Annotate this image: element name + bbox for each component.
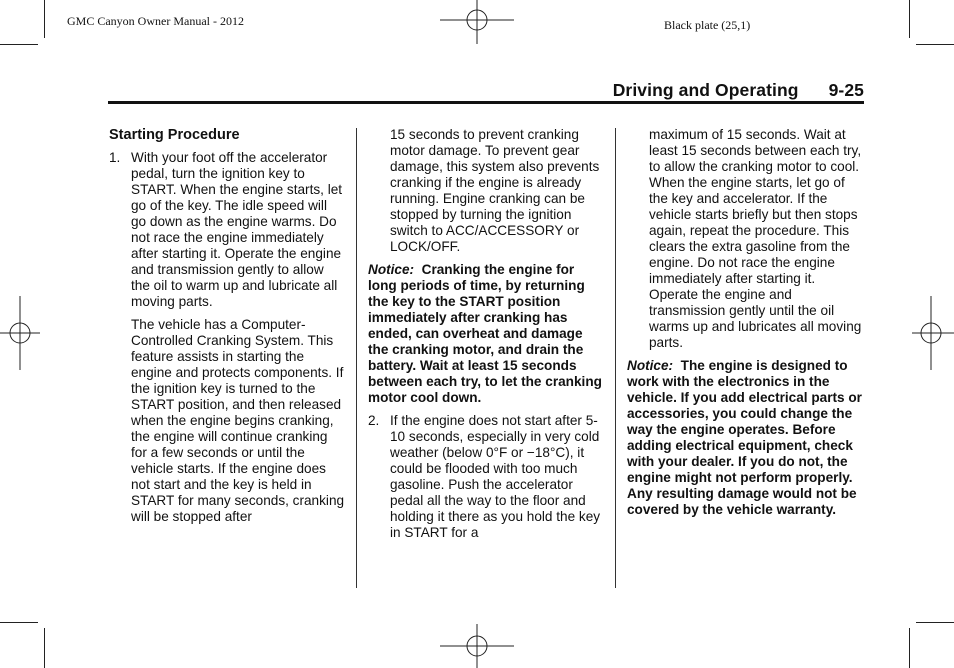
step-2-text-continued: maximum of 15 seconds. Wait at least 15 seconds between each try, to allow the cranking motor to cool. When the engine starts, let go of the key and accelerator. If the vehicle starts briefly but then stops again, repeat the procedure. This clears the extra gasoline from the engine. Do not race the engine immediately after starting it. Operate the engine and transmission gently until the oil warms up and lubricates all moving parts. xyxy=(649,127,862,350)
notice-cranking xyxy=(368,262,603,406)
step-1-text: With your foot off the accelerator pedal, turn the ignition key to START. When the engine starts, let go of the key. The idle speed will go down as the engine warms. Do not race the engine immediately after starting it. Operate the engine and transmission gently to allow the oil to warm up and lubricate all moving parts. xyxy=(131,150,343,309)
crop-mark-top-right-vertical xyxy=(909,0,910,38)
crop-mark-bottom-left-vertical xyxy=(44,628,45,668)
column-1 xyxy=(109,127,345,532)
cranking-system-note-continued: 15 seconds to prevent cranking motor damage. To prevent gear damage, this system also prevents cranking if the engine is already running. Engine cranking can be stopped by turning the ignition switch to ACC/ACCESSORY or LOCK/OFF. xyxy=(390,127,600,254)
registration-mark-top xyxy=(440,0,514,44)
step-2 xyxy=(368,413,603,541)
notice-electronics xyxy=(627,358,867,518)
notice-label: Notice: xyxy=(627,358,674,373)
column-3 xyxy=(627,127,867,525)
header-rule xyxy=(108,101,864,104)
notice-label: Notice: xyxy=(368,262,415,277)
notice-electronics-text: The engine is designed to work with the electronics in the vehicle. If you add electrical parts or accessories, you could change the way the engine operates. Before adding electrical equipment, check with your dealer. If you do not, the engine might not perform properly. Any resulting damage would not be covered by the vehicle warranty. xyxy=(627,358,862,517)
column-2 xyxy=(368,127,603,548)
step-1 xyxy=(109,150,345,310)
section-title: Driving and Operating xyxy=(612,80,799,100)
section-header xyxy=(0,80,864,101)
crop-mark-top-right-horizontal xyxy=(916,44,954,45)
page-number: 9-25 xyxy=(828,80,864,100)
crop-mark-top-left-horizontal xyxy=(0,44,38,45)
step-2-text: If the engine does not start after 5-10 seconds, especially in very cold weather (below 0°F or −18°C), it could be flooded with too much gasoline. Push the accelerator pedal all the way to the floor and holding it there as you hold the key in START for a xyxy=(390,413,601,540)
crop-mark-bottom-right-vertical xyxy=(909,628,910,668)
subsection-heading: Starting Procedure xyxy=(109,127,240,143)
crop-mark-top-left-vertical xyxy=(44,0,45,38)
column-divider-2 xyxy=(615,128,616,588)
notice-cranking-text: Cranking the engine for long periods of time, by returning the key to the START position immediately after cranking has ended, can overheat and damage the cranking motor, and drain the battery. Wait at least 15 seconds between each try, to let the cranking motor cool down. xyxy=(368,262,602,405)
step-2-number: 2. xyxy=(368,413,380,428)
cranking-system-note: The vehicle has a Computer-Controlled Cranking System. This feature assists in starting the engine and protects components. If the ignition key is turned to the START position, and then released when the engine begins cranking, the engine will continue cranking for a few seconds or until the vehicle starts. If the engine does not start and the key is held in START for many seconds, cranking will be stopped after xyxy=(131,317,345,524)
registration-mark-left xyxy=(0,296,40,370)
plate-label: Black plate (25,1) xyxy=(664,18,751,32)
manual-title: GMC Canyon Owner Manual - 2012 xyxy=(67,14,244,28)
step-1-number: 1. xyxy=(109,150,121,165)
crop-mark-bottom-left-horizontal xyxy=(0,622,38,623)
registration-mark-right xyxy=(912,296,954,370)
crop-mark-bottom-right-horizontal xyxy=(916,622,954,623)
column-divider-1 xyxy=(356,128,357,588)
registration-mark-bottom xyxy=(440,624,514,668)
